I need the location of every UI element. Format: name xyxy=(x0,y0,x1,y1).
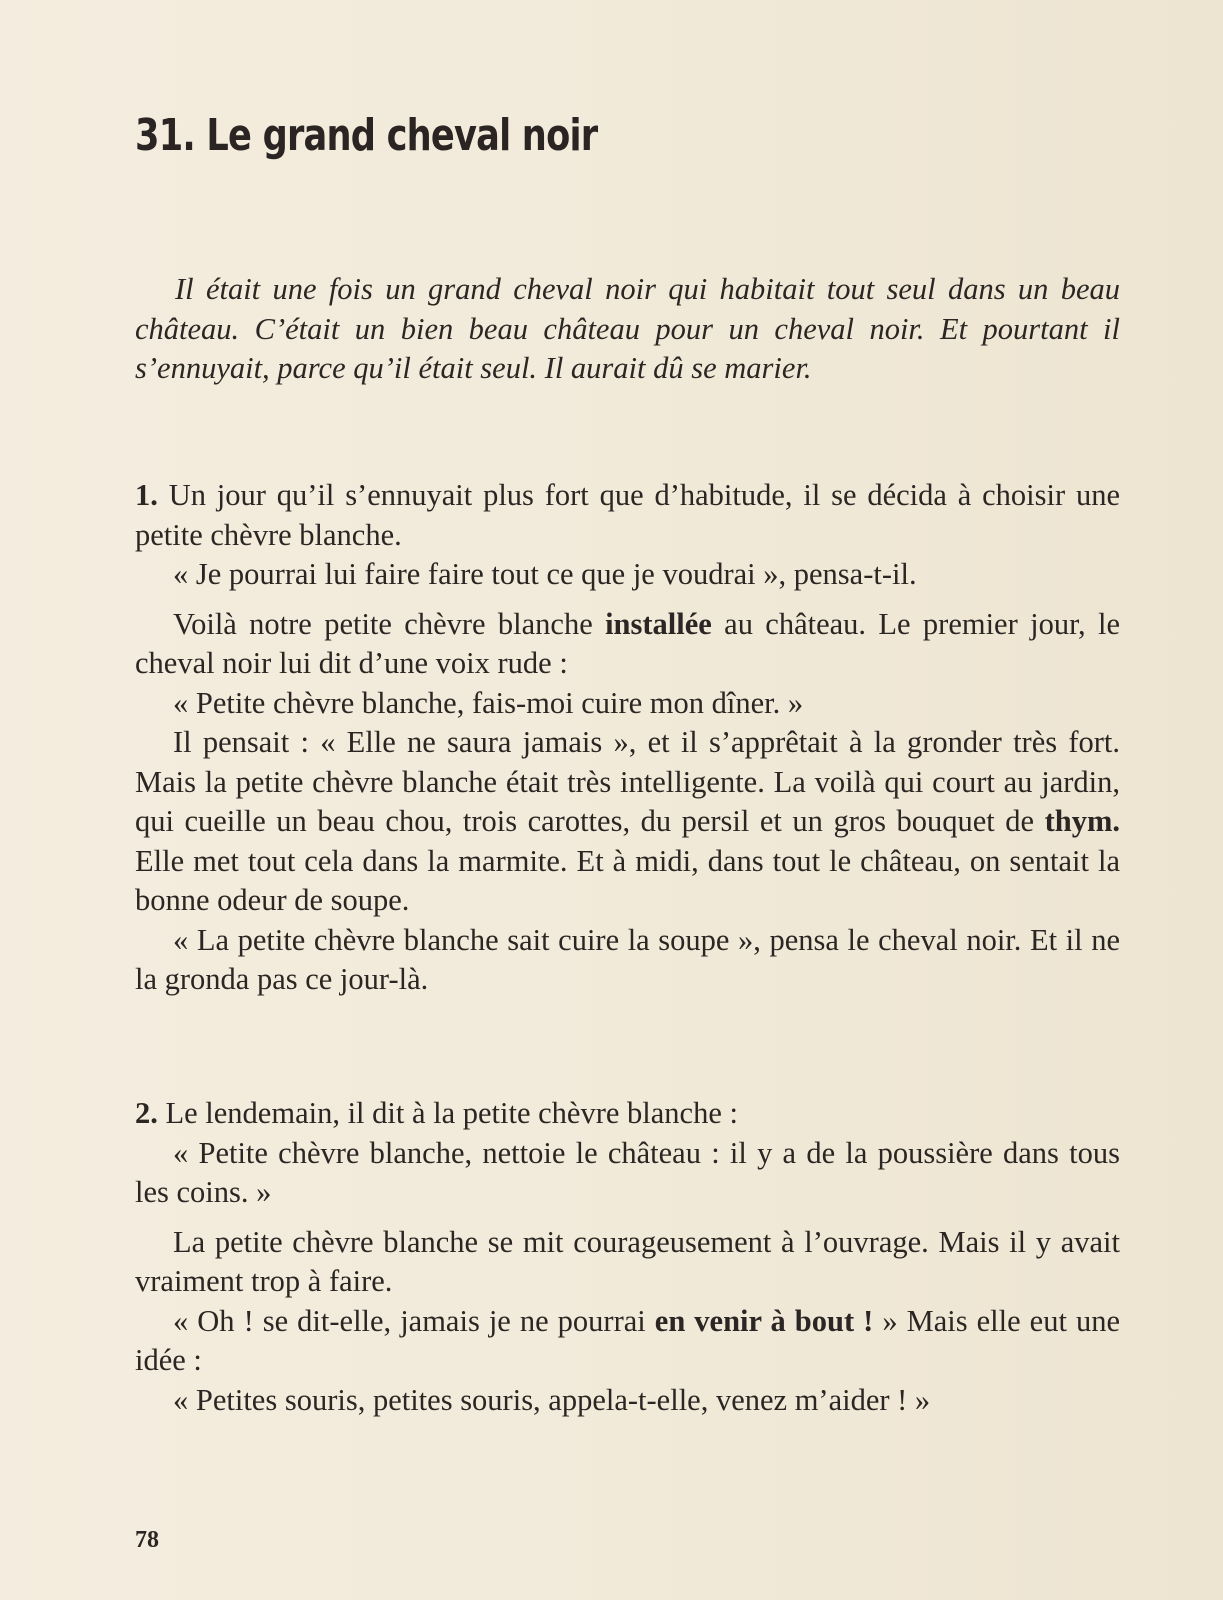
section-1-paragraph-4: « Petite chèvre blanche, fais-moi cuire mon dîner. » xyxy=(173,685,804,720)
section-1 xyxy=(135,476,1120,1000)
intro-paragraph: Il était une fois un grand cheval noir qui habitait tout seul dans un beau château. C’était un bien beau château pour un cheval noir. Et pourtant il s’ennuyait, parce qu’il était seul. Il aurait dû se marier. xyxy=(135,272,1120,385)
section-2-p1-text: Le lendemain, il dit à la petite chèvre blanche : xyxy=(165,1096,738,1130)
section-1-p3-bold: installée xyxy=(605,606,712,641)
section-1-p3-text-b: au château. Le premier jour, le cheval noir lui dit d’une voix rude : xyxy=(135,606,1120,680)
section-1-paragraph-5 xyxy=(135,723,1120,921)
section-1-number: 1. xyxy=(135,478,158,512)
chapter-title: 31. Le grand cheval noir xyxy=(135,110,598,161)
section-2-p4-text-b: » Mais elle eut une idée : xyxy=(135,1303,1121,1377)
section-2-paragraph-4 xyxy=(135,1302,1120,1381)
section-2-paragraph-2: « Petite chèvre blanche, nettoie le château : il y a de la poussière dans tous les coins. » xyxy=(135,1135,1120,1209)
section-1-p3-text-a: Voilà notre petite chèvre blanche xyxy=(173,606,606,641)
section-1-paragraph-6: « La petite chèvre blanche sait cuire la soupe », pensa le cheval noir. Et il ne la gronda pas ce jour-là. xyxy=(135,922,1120,996)
section-1-paragraph-3 xyxy=(135,605,1120,684)
page-number: 78 xyxy=(135,1527,159,1553)
section-1-paragraph-1 xyxy=(135,476,1120,555)
section-2-paragraph-5: « Petites souris, petites souris, appela-t-elle, venez m’aider ! » xyxy=(173,1382,931,1417)
section-2-p4-text-a: « Oh ! se dit-elle, jamais je ne pourrai xyxy=(173,1303,655,1338)
intro-paragraph-block xyxy=(135,270,1120,389)
section-1-p1-text: Un jour qu’il s’ennuyait plus fort que d’habitude, il se décida à choisir une petite chèvre blanche. xyxy=(135,478,1120,552)
section-2 xyxy=(135,1094,1120,1420)
section-2-p4-bold: en venir à bout ! xyxy=(654,1303,874,1338)
section-1-p5-text-a: Il pensait : « Elle ne saura jamais », et il s’apprêtait à la gronder très fort. Mais la petite chèvre blanche était très intelligente. La voilà qui court au jardin, qui cueille un beau chou, trois carottes, du persil et un gros bouquet de xyxy=(135,725,1120,838)
section-2-paragraph-1 xyxy=(135,1094,1120,1134)
section-2-paragraph-3: La petite chèvre blanche se mit courageusement à l’ouvrage. Mais il y avait vraiment trop à faire. xyxy=(135,1224,1120,1298)
section-1-paragraph-2: « Je pourrai lui faire faire tout ce que je voudrai », pensa-t-il. xyxy=(173,557,917,591)
section-1-p5-text-b: Elle met tout cela dans la marmite. Et à midi, dans tout le château, on sentait la bonne odeur de soupe. xyxy=(135,843,1120,917)
section-2-number: 2. xyxy=(135,1096,158,1130)
section-1-p5-bold: thym. xyxy=(1044,804,1120,838)
